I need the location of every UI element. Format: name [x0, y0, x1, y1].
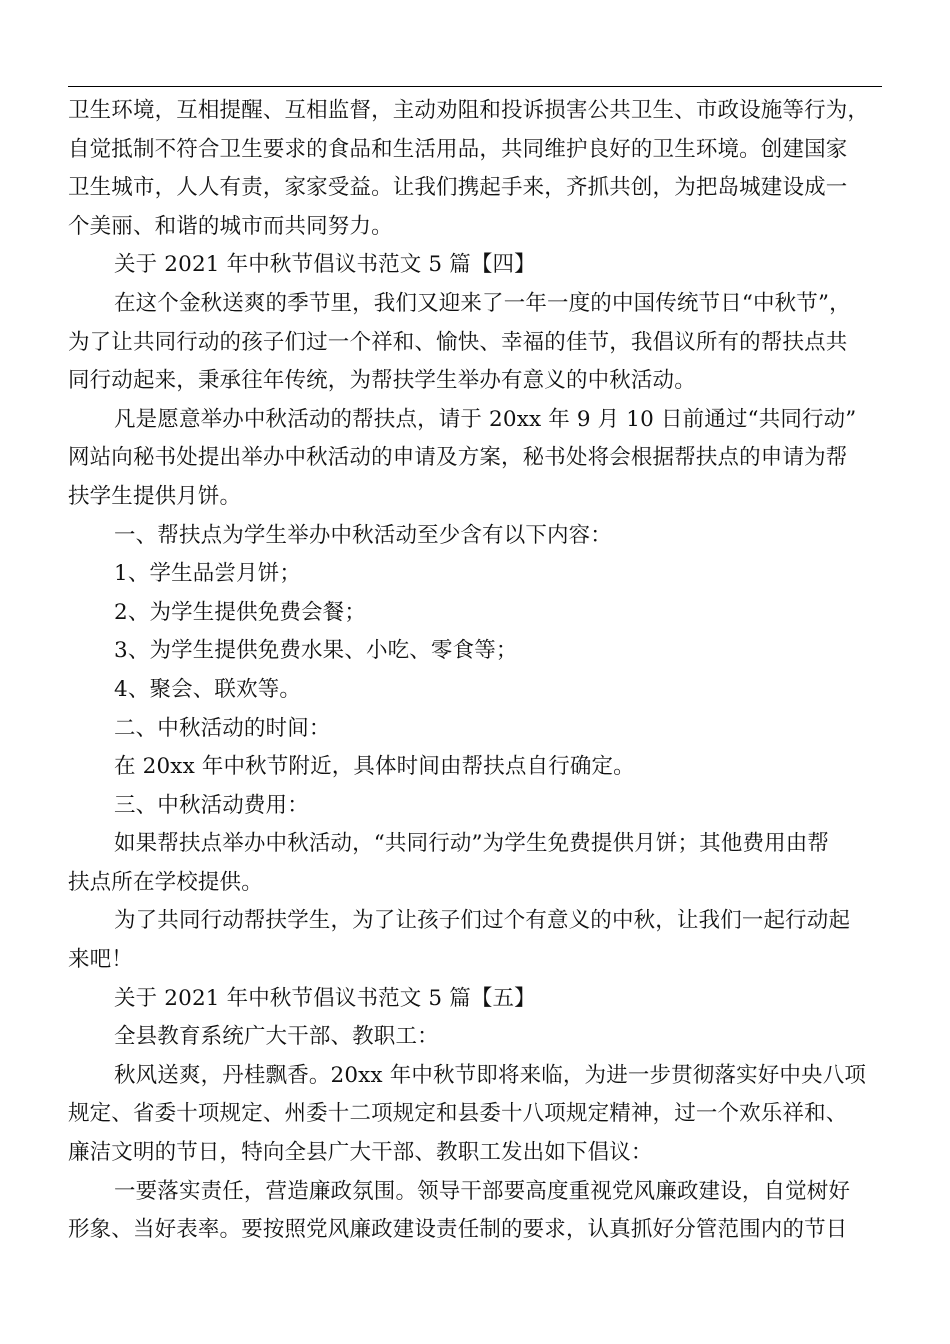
- text-line: 二、中秋活动的时间：: [114, 715, 331, 741]
- text-line: 全县教育系统广大干部、教职工：: [114, 1024, 439, 1050]
- text-line: 三、中秋活动费用：: [114, 792, 309, 818]
- text-line: 自觉抵制不符合卫生要求的食品和生活用品，共同维护良好的卫生环境。创建国家: [68, 136, 848, 162]
- text-line: 秋风送爽，丹桂飘香。20xx 年中秋节即将来临，为进一步贯彻落实好中央八项: [114, 1062, 866, 1088]
- text-line: 2、为学生提供免费会餐；: [114, 599, 366, 625]
- text-line: 3、为学生提供免费水果、小吃、零食等；: [114, 638, 518, 664]
- text-line: 为了让共同行动的孩子们过一个祥和、愉快、幸福的佳节，我倡议所有的帮扶点共: [68, 329, 848, 355]
- text-line: 卫生城市，人人有责，家家受益。让我们携起手来，齐抓共创，为把岛城建设成一: [68, 175, 848, 201]
- document-body: [68, 92, 888, 1250]
- text-line: 形象、当好表率。要按照党风廉政建设责任制的要求，认真抓好分管范围内的节日: [68, 1217, 848, 1243]
- text-line: 为了共同行动帮扶学生，为了让孩子们过个有意义的中秋，让我们一起行动起: [114, 908, 851, 934]
- text-line: 关于 2021 年中秋节倡议书范文 5 篇【四】: [114, 252, 536, 278]
- text-line: 规定、省委十项规定、州委十二项规定和县委十八项规定精神，过一个欢乐祥和、: [68, 1101, 848, 1127]
- text-line: 在这个金秋送爽的季节里，我们又迎来了一年一度的中国传统节日“中秋节”，: [114, 290, 851, 316]
- text-line: 扶学生提供月饼。: [68, 483, 242, 509]
- text-line: 一、帮扶点为学生举办中秋活动至少含有以下内容：: [114, 522, 612, 548]
- text-line: 关于 2021 年中秋节倡议书范文 5 篇【五】: [114, 985, 536, 1011]
- text-line: 一要落实责任，营造廉政氛围。领导干部要高度重视党风廉政建设，自觉树好: [114, 1178, 851, 1204]
- text-line: 扶点所在学校提供。: [68, 869, 263, 895]
- text-line: 个美丽、和谐的城市而共同努力。: [68, 213, 393, 239]
- text-line: 在 20xx 年中秋节附近，具体时间由帮扶点自行确定。: [114, 754, 635, 780]
- text-line: 廉洁文明的节日，特向全县广大干部、教职工发出如下倡议：: [68, 1140, 653, 1166]
- text-line: 4、聚会、联欢等。: [114, 676, 302, 702]
- text-line: 卫生环境，互相提醒、互相监督，主动劝阻和投诉损害公共卫生、市政设施等行为，: [68, 98, 870, 123]
- text-line: 来吧！: [68, 947, 133, 973]
- text-line: 同行动起来，秉承往年传统，为帮扶学生举办有意义的中秋活动。: [68, 368, 696, 394]
- header-rule: [68, 86, 882, 87]
- text-line: 网站向秘书处提出举办中秋活动的申请及方案，秘书处将会根据帮扶点的申请为帮: [68, 445, 848, 471]
- text-line: 1、学生品尝月饼；: [114, 561, 302, 587]
- text-line: 如果帮扶点举办中秋活动，“共同行动”为学生免费提供月饼；其他费用由帮: [114, 831, 830, 857]
- text-line: 凡是愿意举办中秋活动的帮扶点，请于 20xx 年 9 月 10 日前通过“共同行动”: [114, 406, 857, 432]
